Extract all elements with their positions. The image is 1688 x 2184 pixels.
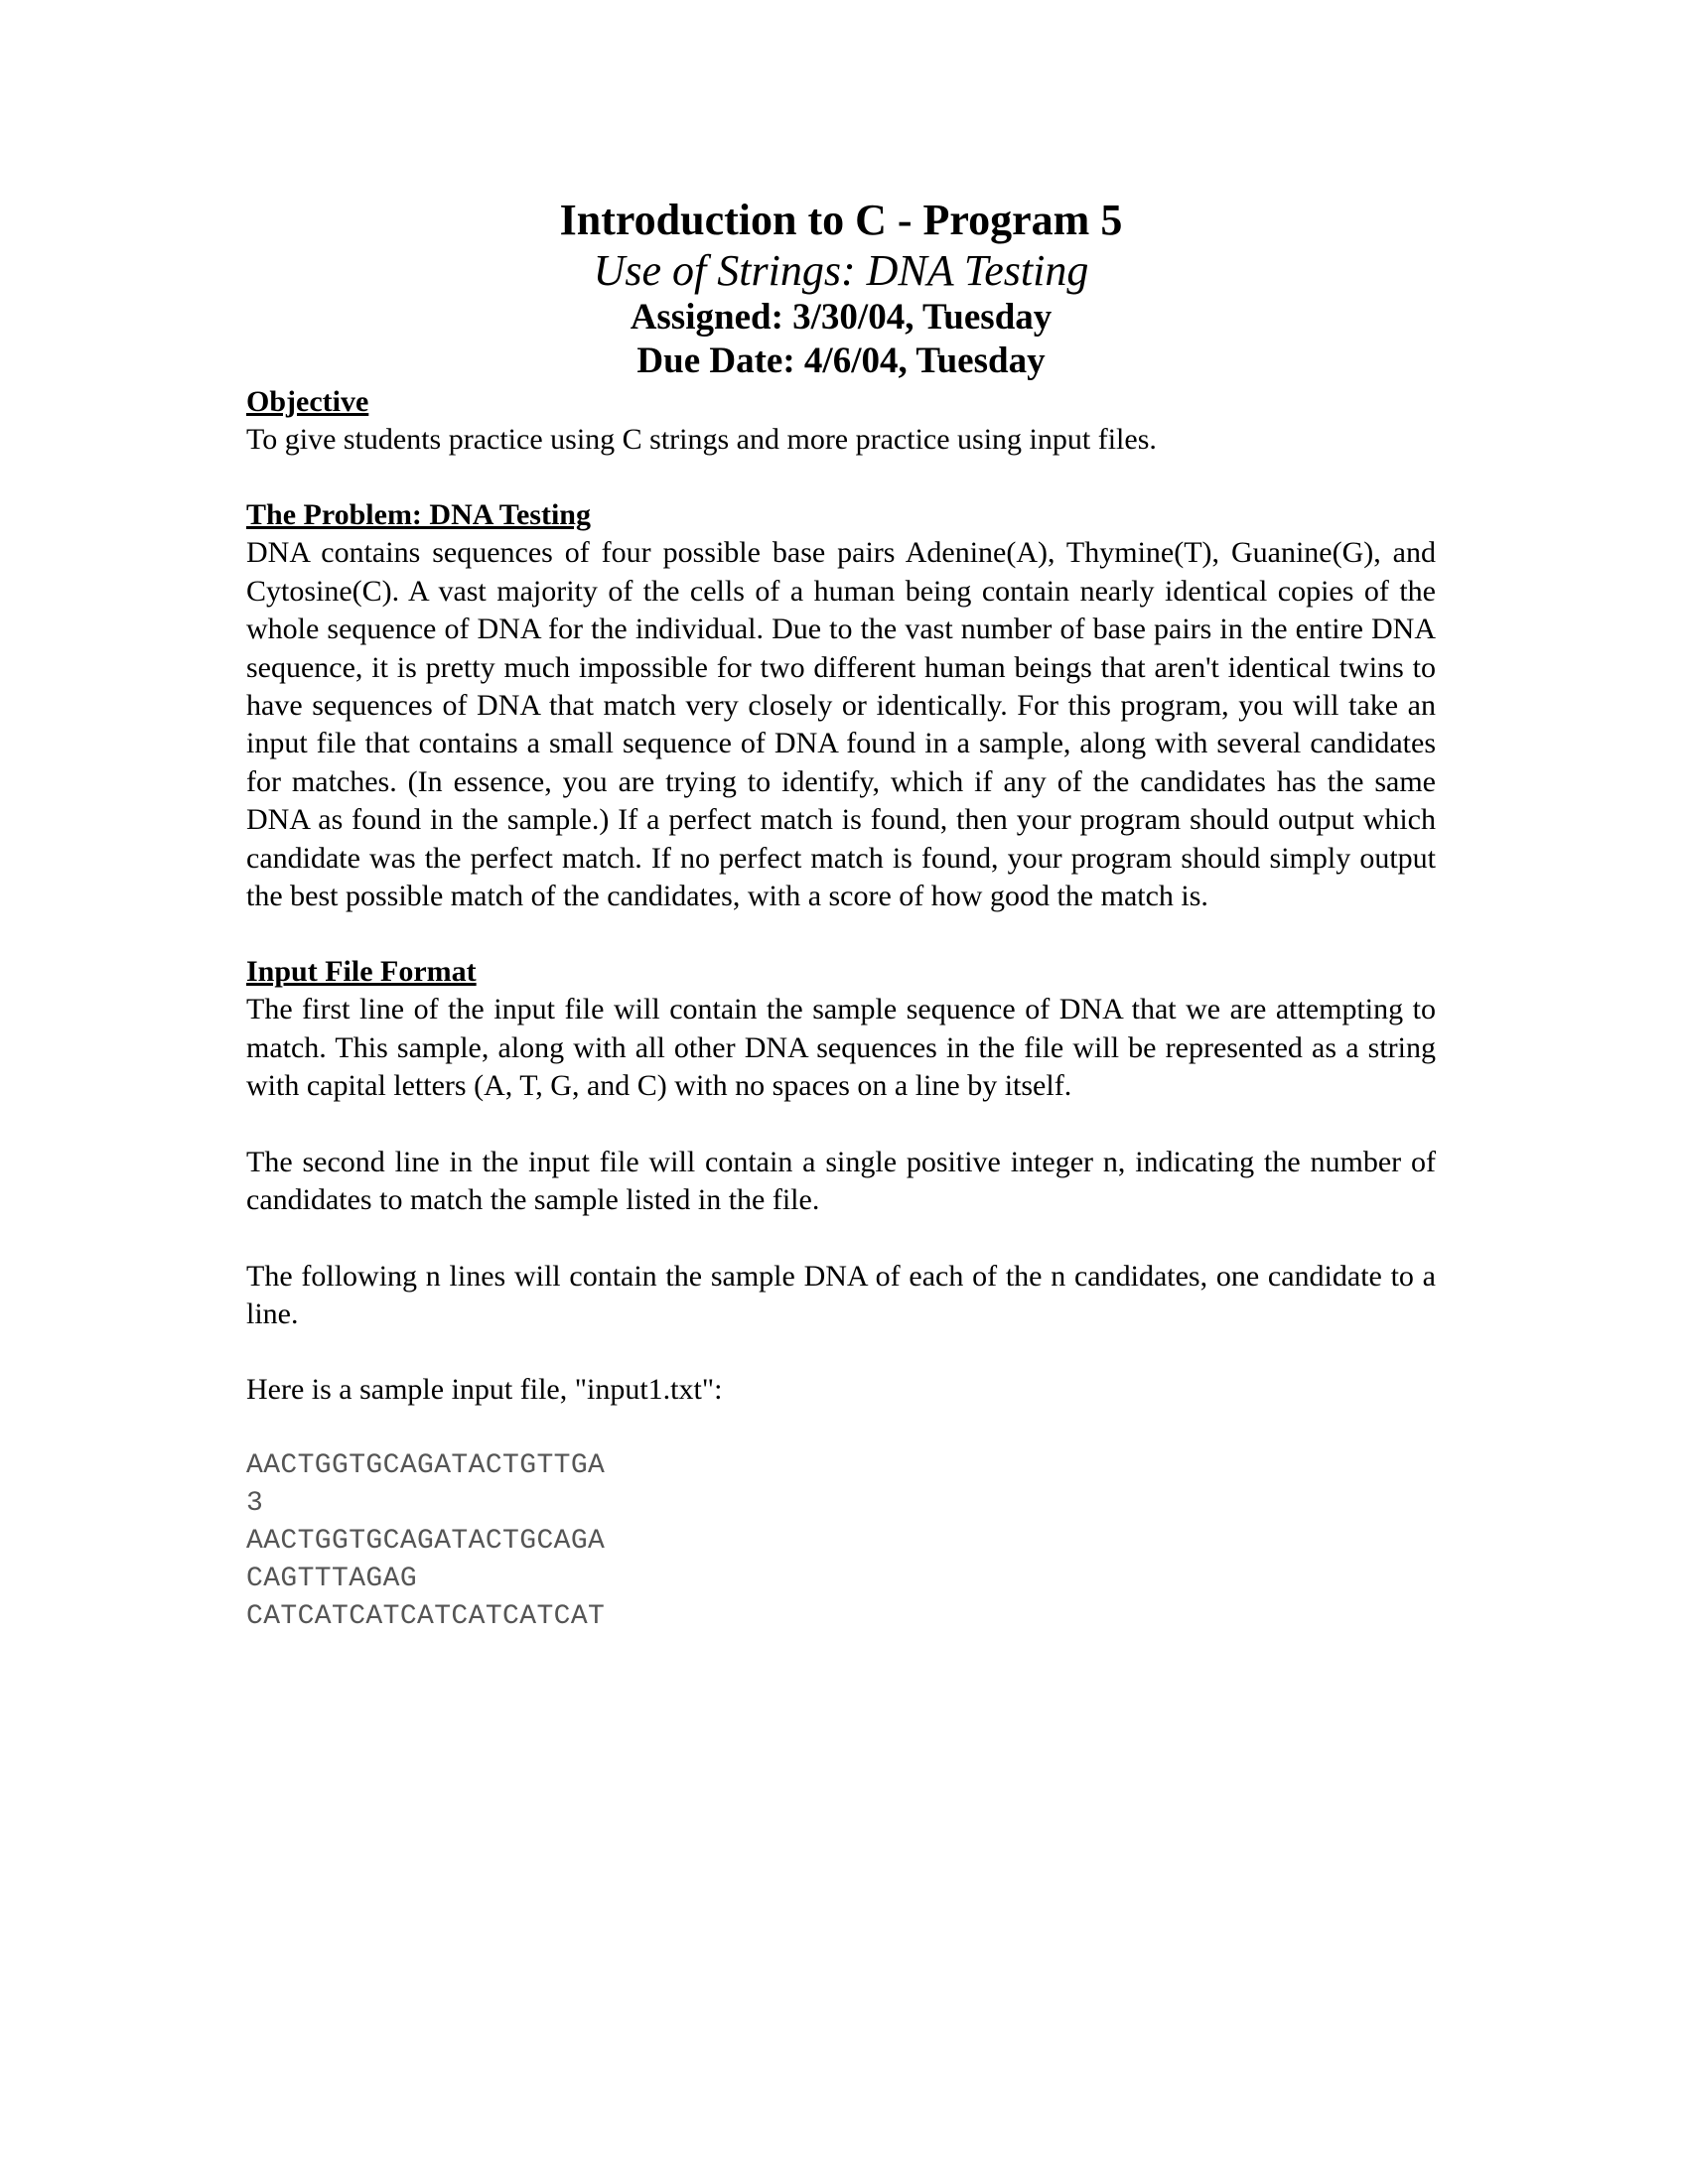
assigned-date: Assigned: 3/30/04, Tuesday — [630, 297, 1053, 338]
sample-input-line: CAGTTTAGAG — [246, 1563, 418, 1594]
input-format-section — [246, 953, 1436, 1635]
input-format-para-1: The first line of the input file will contain the sample sequence of DNA that we are attempting to match. This sample, along with all other DNA sequences in the file will be represented as a string with capital letters (A, T, G, and C) with no spaces on a line by itself. — [246, 993, 1436, 1103]
sample-input-file — [246, 1447, 1436, 1636]
problem-heading: The Problem: DNA Testing — [246, 498, 591, 532]
input-format-para-3: The following n lines will contain the sample DNA of each of the n candidates, one candidate to a line. — [246, 1259, 1436, 1330]
document-page — [246, 195, 1436, 1636]
sample-input-line: 3 — [246, 1487, 264, 1519]
objective-heading: Objective — [246, 385, 369, 418]
spacer — [246, 1106, 1436, 1144]
due-date: Due Date: 4/6/04, Tuesday — [636, 341, 1046, 381]
spacer — [246, 915, 1436, 953]
problem-section — [246, 496, 1436, 915]
document-header — [246, 195, 1436, 383]
sample-input-line: AACTGGTGCAGATACTGCAGA — [246, 1525, 606, 1557]
spacer — [246, 1410, 1436, 1447]
spacer — [246, 459, 1436, 496]
sample-input-line: AACTGGTGCAGATACTGTTGA — [246, 1449, 606, 1481]
input-format-heading: Input File Format — [246, 955, 477, 989]
input-format-para-4: Here is a sample input file, "input1.txt": — [246, 1373, 723, 1407]
objective-text: To give students practice using C strings and more practice using input files. — [246, 423, 1157, 456]
input-format-para-2: The second line in the input file will contain a single positive integer n, indicating the number of candidates to match the sample listed in the file. — [246, 1145, 1436, 1217]
sample-input-line: CATCATCATCATCATCATCAT — [246, 1600, 606, 1632]
spacer — [246, 1333, 1436, 1371]
problem-text: DNA contains sequences of four possible base pairs Adenine(A), Thymine(T), Guanine(G), and Cytosine(C). A vast majority of the cells of a human being contain nearly identical copies of the whole sequence of DNA for the individual. Due to the vast number of base pairs in the entire DNA sequence, it is pretty much impossible for two different human beings that aren't identical twins to have sequences of DNA that match very closely or identically. For this program, you will take an input file that contains a small sequence of DNA found in a sample, along with several candidates for matches. (In essence, you are trying to identify, which if any of the candidates has the same DNA as found in the sample.) If a perfect match is found, then your program should output which candidate was the perfect match. If no perfect match is found, your program should simply output the best possible match of the candidates, with a score of how good the match is. — [246, 536, 1436, 913]
objective-section — [246, 383, 1436, 459]
document-subtitle: Use of Strings: DNA Testing — [593, 246, 1089, 295]
spacer — [246, 1220, 1436, 1258]
document-title: Introduction to C - Program 5 — [559, 196, 1123, 244]
